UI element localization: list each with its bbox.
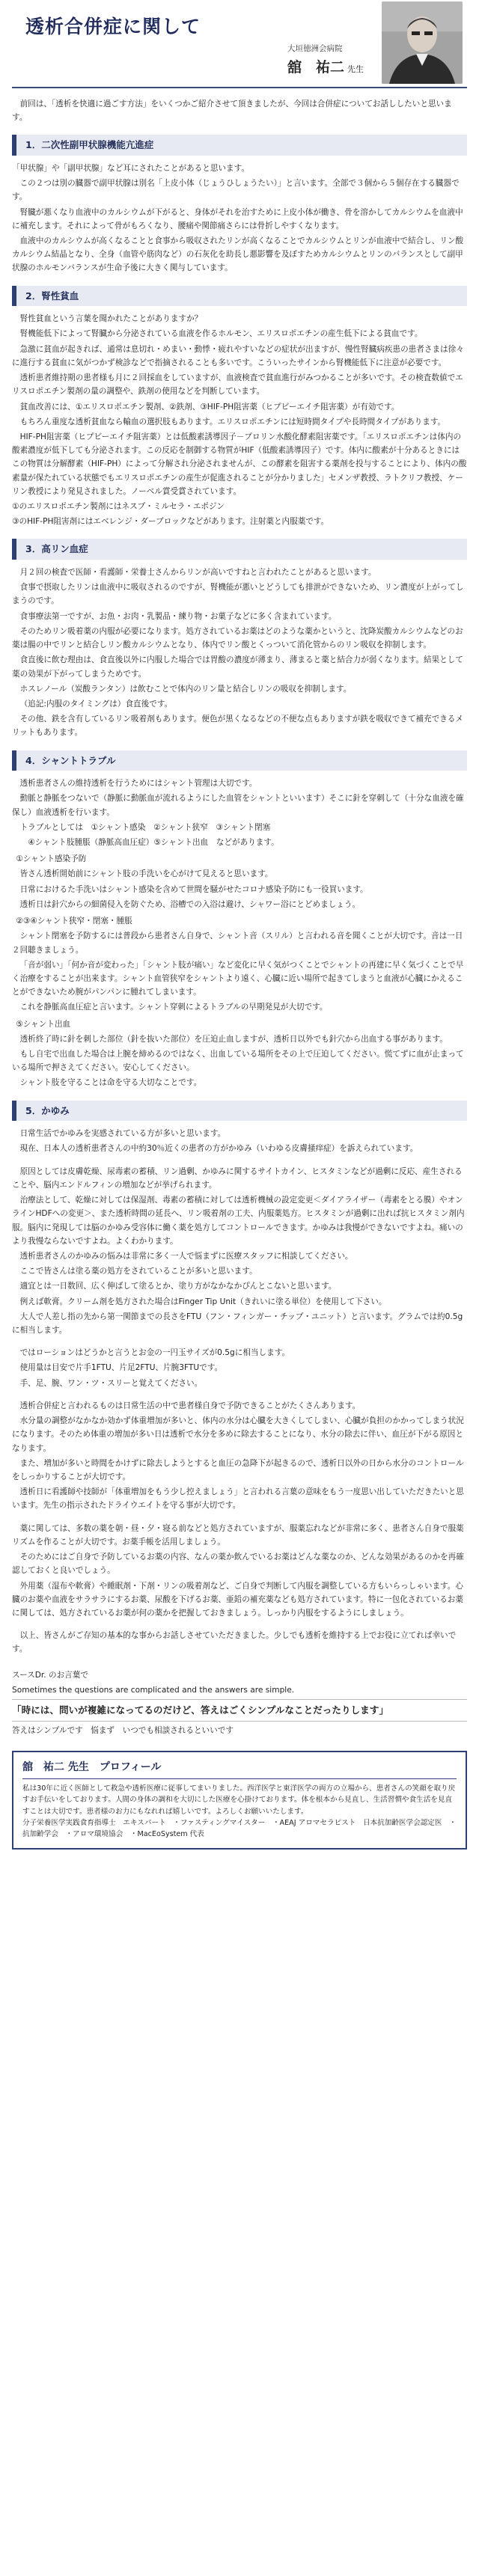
paragraph: 現在、日本人の透析患者さんの中約30％近くの患者の方がかゆみ（いわゆる皮膚掻痒症）を訴えられています。: [19, 1144, 418, 1154]
section-heading: 4．シャントトラブル: [12, 750, 467, 771]
paragraph: 日常生活でかゆみを実感されている方が多いと思います。: [19, 1129, 226, 1139]
paragraph: 「音が弱い」「何か音が変わった」「シャント肢が痛い」など変化に早く気がつくことでシャントの再建に早く気づくことで早く治療をすることが出来ます。シャント血管狭窄をシャントより遠く、心臓に近い場所で起きてしまうと血液が心臓にかえることができないため腕がパンパンに腫れてしまいます。: [12, 960, 464, 997]
author-photo: [382, 1, 463, 84]
closing-summary: 答えはシンプルです 悩まず いつでも相談されるといいです: [12, 1725, 234, 1735]
section-body: [12, 1127, 467, 1656]
paragraph: 血液中のカルシウムが高くなることと食事から吸収されたリンが高くなることでカルシウムとリンが血液中で結合し、リン酸カルシウム結晶となり、全身（血管や筋肉など）の石灰化を助長し悪影響を及ぼすためカルシウムとリンのバランスとして副甲状腺のホルモンバランスが生命予後に大きく関与しています。: [12, 236, 464, 273]
section-secondary-hyperparathyroidism: [12, 135, 467, 275]
paragraph: 外用薬（湿布や軟膏）や睡眠剤・下剤・リンの吸着剤など、ご自身で判断して内服を調整している方もいらっしゃいます。心臓のお薬や血液をサラサラにするお薬、尿酸を下げるお薬、亜鉛の補充薬なども処方されています。特に一包化されているお薬に関しては、処方されているお薬が何の薬かを把握しておきましょう。しっかり内服をするようにしましょう。: [12, 1581, 463, 1618]
paragraph: そのためにはご自身で予防しているお薬の内容、なんの薬か飲んでいるお薬はどんな薬なのか、どんな効果があるのかを再確認しておくと良いでしょう。: [12, 1552, 464, 1576]
paragraph: 透析患者さんの維持透析を行うためにはシャント管理は大切です。: [19, 779, 257, 789]
paragraph: そのためリン吸着薬の内服が必要になります。処方されているお薬はどのような薬かというと、沈降炭酸カルシウムなどのお薬は腸の中でリンと結合しリン酸カルシウムとなり、体内でリン酸とくっついて消化管からのリン吸収を抑制します。: [12, 626, 463, 650]
spacer: [12, 1621, 467, 1629]
section-heading: 5．かゆみ: [12, 1101, 467, 1122]
paragraph: 大人で人差し指の先から第一関節までの長さをFTU（フン・フィンガー・チップ・ユニット）と言います。グラムでは約0.5gに相当します。: [12, 1312, 463, 1336]
spacer: [12, 1339, 467, 1346]
paragraph: 例えば軟膏。クリーム剤を処方された場合はFinger Tip Unit（きれいに塗る単位）を使用して下さい。: [19, 1297, 387, 1306]
section-hyperphosphatemia: [12, 539, 467, 739]
paragraph: 食事で摂取したリンは血液中に吸収されるのですが、腎機能が悪いとどうしても排泄ができないため、リン濃度が上がってしまうのです。: [12, 583, 464, 606]
hospital-name: 大垣徳洲会病院: [287, 44, 343, 53]
paragraph: 急激に貧血が起きれば、通常は息切れ・めまい・動悸・疲れやすいなどの症状が出ますが、慢性腎臓病疾患の患者さまは徐々に進行する貧血に気がつかず検診などで指摘されることも多いです。こういったサインから腎機能低下に注意が必要です。: [12, 344, 464, 367]
paragraph: 手、足、腕、ワン・ツ・スリーと覚えてください。: [19, 1378, 203, 1388]
paragraph: ここで皆さんは塗る薬の処方をされていることが多いと思います。: [19, 1267, 257, 1276]
author-name-text: 舘 祐二: [287, 59, 345, 76]
paragraph: 食事療法第一ですが、お魚・お肉・乳製品・練り物・お菓子などに多く含まれています。: [19, 611, 337, 621]
paragraph: 透析患者維持期の患者様も月に２回採血をしていますが、血液検査で貧血進行がみつかることが多いです。その検査数値でエリスロポエチン製剤の量の調整や、鉄剤の使用などを判断しています。: [12, 373, 463, 397]
section-body: [12, 777, 467, 1090]
paragraph: 日常におけるた手洗いはシャント感染を含めて世間を騒がせたコロナ感染予防にも一役買います。: [19, 884, 368, 894]
paragraph: また、増加が多いと時間をかけずに除去しようとすると血圧の急降下が起きるので、透析日以外の日から水分のコントロールをしっかりすることが大切です。: [12, 1458, 464, 1481]
paragraph: 使用量は目安で片手1FTU、片足2FTU、片腕3FTUです。: [19, 1363, 223, 1373]
paragraph: 貧血改善には、①エリスロポエチン製剤、②鉄剤、③HIF-PH阻害薬（ヒプビーエイチ阻害薬）が有効です。: [19, 402, 400, 412]
paragraph: 原因としては皮膚乾燥、尿毒素の蓄積、リン過剰、かゆみに関するサイトカイン、ヒスタミンなどが過剰に反応、産生されることや、脳内エンドルフィンの増加などが挙げられます。: [12, 1166, 463, 1190]
paragraph: 皆さん透析開始前にシャント肢の手洗いを心がけて見えると思います。: [19, 869, 273, 879]
author-name: [287, 55, 364, 80]
paragraph: 適宜とは一日数回、広く伸ばして塗るとか、塗り方がなかなかぴんとこないと思います。: [19, 1282, 337, 1291]
section-body: [12, 312, 467, 528]
subheading: ①シャント感染予防: [16, 854, 87, 864]
paragraph: これを静脈高血圧症と言います。シャント穿刺によるトラブルの早期発見が大切です。: [19, 1003, 328, 1012]
paragraph: 透析日に看護師や技師が「体重増加をもう少し控えましょう」と言われる言葉の意味をもう一度思い出していただきたいと思います。先生の指示されたドライウエイトを守る事が大切です。: [12, 1487, 464, 1511]
profile-box: [12, 1751, 467, 1850]
spacer: [12, 1392, 467, 1399]
paragraph: ③のHIF-PH阻害剤にはエベレンジ・ダーブロックなどがあります。注射薬と内服薬です。: [12, 517, 329, 527]
profile-qualifications: 分子栄養医学実践食育指導士 エキスパート ・ファスティングマイスター ・AEAJ アロマセラピスト 日本抗加齢医学会認定医 ・抗加齢学会 ・アロマ環境協会 ・MacEoSystem 代表: [22, 1819, 457, 1839]
paragraph: 腎機能低下によって腎臓から分泌されている血液を作るホルモン、エリスロポエチンの産生低下による貧血です。: [19, 329, 423, 339]
section-body: [12, 566, 467, 740]
spacer: [12, 1157, 467, 1165]
paragraph: シャント肢を守ることは命を守る大切なことです。: [19, 1078, 202, 1088]
paragraph: ④シャント肢腫脹（静脈高血圧症）⑤シャント出血 などがあります。: [28, 837, 279, 847]
paragraph: 透析合併症と言われるものは日常生活の中で患者様自身で予防できることがたくさんあります。: [19, 1401, 361, 1410]
spacer: [12, 1514, 467, 1522]
paragraph: （追記:内服のタイミングは）食直後です。: [19, 699, 173, 709]
article-header: [12, 0, 467, 88]
paragraph: ではローションはどうかと言うとお金の一円玉サイズが0.5gに相当します。: [19, 1348, 290, 1358]
paragraph: もし自宅で出血した場合は上腕を締めるのではなく、出血している場所をその上で圧迫してください。慌てずに血が止まっている場所で押さえてください。安心してください。: [12, 1050, 464, 1073]
paragraph: 透析終了時に針を刺した部位（針を抜いた部位）を圧迫止血しますが、透析日以外でも針穴から出血する事があります。: [19, 1034, 448, 1044]
paragraph: シャント閉塞を予防するには普段から患者さん自身で、シャント音（スリル）と言われる音を聞くことが大切です。音は一日２回聴きましょう。: [12, 931, 463, 955]
paragraph: 透析日は針穴からの細菌侵入を防ぐため、浴槽での入浴は避け、シャワー浴にとどめましょう。: [19, 899, 361, 909]
paragraph: ホスレノール（炭酸ランタン）は飲むことで体内のリン量と結合しリンの吸収を抑制します。: [19, 684, 352, 694]
paragraph: 透析患者さんのかゆみの悩みは非常に多く一人で悩まずに医療スタッフに相談してください。: [19, 1251, 353, 1261]
paragraph: トラブルとしては ①シャント感染 ②シャント狭窄 ③シャント閉塞: [19, 822, 271, 832]
intro-text: 前回は、「透析を快適に過ごす方法」をいくつかご紹介させて頂きましたが、今回は合併症についてお話ししたいと思います。: [12, 100, 452, 123]
paragraph: 腎性貧血という言葉を聞かれたことがありますか？: [19, 314, 203, 324]
paragraph: 月２回の検査で医師・看護師・栄養士さんからリンが高いですねと言われたことがあると思います。: [19, 567, 376, 577]
paragraph: 薬に関しては、多数の薬を朝・昼・夕・寝る前などと処方されていますが、服薬忘れなどが非常に多く、患者さん自身で服薬リズムを作ることが大切です。お薬手帳を活用しましょう。: [12, 1523, 464, 1546]
profile-title: 舘 祐二 先生 プロフィール: [22, 1758, 457, 1779]
paragraph: 以上、皆さんがご存知の基本的な事からお話しさせていただきました。少しでも透析を維持する上でお役に立てれば幸いです。: [12, 1631, 457, 1654]
paragraph: 食直後に飲む理由は、食直後以外に内服した場合では胃酸の濃度が薄まり、薄まると薬と結合力が弱くなります。結果として薬の効果が下がってしまうためです。: [12, 655, 463, 679]
profile-body: 私は30年に近く医師として救急や透析医療に従事してまいりました。西洋医学と東洋医学の両方の立場から、患者さんの笑顔を取り戻すお手伝いをしております。人間の身体の調和を大切にした医療を心掛けております。体を根本から見直し、生活習慣や食生活を見直すことは大切です。患者様のお力にもなれれば嬉しいです。よろしくお願いいたします。: [22, 1784, 456, 1816]
author-suffix: 先生: [347, 64, 364, 74]
subheading: ②③④シャント狭窄・閉塞・腫脹: [16, 917, 132, 926]
paragraph: この２つは別の臓器で副甲状腺は別名「上皮小体（じょうひしょうたい）」と言います。全部で３個から５個存在する臓器です。: [12, 179, 460, 202]
paragraph: ①のエリスロポエチン製剤にはネスプ・ミルセラ・エポジン: [12, 502, 225, 512]
paragraph: 動脈と静脈をつないで（静脈に動脈血が流れるようにした血管をシャントといいます）そこに針を穿刺して（十分な血液を確保し）血液透析を行います。: [12, 794, 464, 817]
closing-quote: [12, 1668, 467, 1737]
paragraph: もちろん重度な透析貧血なら輸血の選択肢もあります。エリスロポエチンには短時間タイプや長時間タイプがあります。: [19, 417, 446, 426]
section-renal-anemia: [12, 286, 467, 529]
section-body: [12, 162, 467, 275]
section-shunt-trouble: [12, 750, 467, 1090]
article-title: 透析合併症に関して: [25, 16, 201, 37]
closing-signature: スースDr. のお言葉で: [12, 1670, 88, 1680]
section-itching: [12, 1101, 467, 1656]
paragraph: 水分量の調整がなかなか効かず体重増加が多いと、体内の水分は心臓を大きくしてしまい、心臓が負担のかかってしまう状況になります。そのため体重の増加が多い日は透析で水分を多めに除去することになり、水分の除去に伴い、血圧が下がる原因となります。: [12, 1416, 464, 1453]
paragraph: 腎臓が悪くなり血液中のカルシウムが下がると、身体がそれを治すために上皮小体が働き、骨を溶かしてカルシウムを血液中に補充します。それによって骨がもろくなり、腰痛や関節痛さらには骨折しやすくなります。: [12, 207, 463, 230]
section-heading: 3．高リン血症: [12, 539, 467, 560]
paragraph: HIF-PH阻害薬（ヒプビーエイチ阻害薬）とは低酸素誘導因子－プロリン水酸化酵素阻害薬です。「エリスロポエチンは体内の酸素濃度が低下しても分泌されます。この反応を制御する物質がHIF（低酸素誘導因子）です。体内に酸素が十分あるときにはこの物質は分解酵素（HIF-PH）によって分解され分泌されませんが、この酵素を阻害する薬剤を投与することにより、体内の酸素量が保たれている状態でもエリスロポエチンの産生が促進されることが分かりました」セメンザ教授、ラトクリフ教授、ケーリン教授により発見されました。ノーベル賞受賞されています。: [12, 432, 467, 496]
paragraph: 治療法として、乾燥に対しては保湿剤、毒素の蓄積に対しては透析機械の設定変更＜ダイアライザー（毒素をとる膜）やオンラインHDFへの変更＞、また透析時間の延長へ、リン吸着剤の工夫、内服薬処方。ヒスタミンが過剰に出れば抗ヒスタミン剤内服。脳内に発現しては脳のかゆみ受容体に働く薬を処方してコントロールできます。かゆみは我慢ができないですよね。痛いのより我慢ならないですよね。よくわかります。: [12, 1196, 465, 1246]
section-heading: 2．腎性貧血: [12, 286, 467, 307]
closing-japanese: 「時には、問いが複雑になってるのだけど、答えはごくシンプルなことだったりします」: [12, 1699, 467, 1722]
paragraph: 「甲状腺」や「副甲状腺」など耳にされたことがあると思います。: [12, 163, 249, 173]
paragraph: その他、鉄を含有しているリン吸着剤もあります。便色が黒くなるなどの不便な点もありますが鉄を吸収できて補充できるメリットもあります。: [12, 715, 463, 738]
closing-english: Sometimes the questions are complicated and the answers are simple.: [12, 1685, 295, 1695]
section-heading: 1．二次性副甲状腺機能亢進症: [12, 135, 467, 156]
subheading: ⑤シャント出血: [16, 1019, 71, 1029]
author-photo-illustration: [382, 1, 463, 84]
